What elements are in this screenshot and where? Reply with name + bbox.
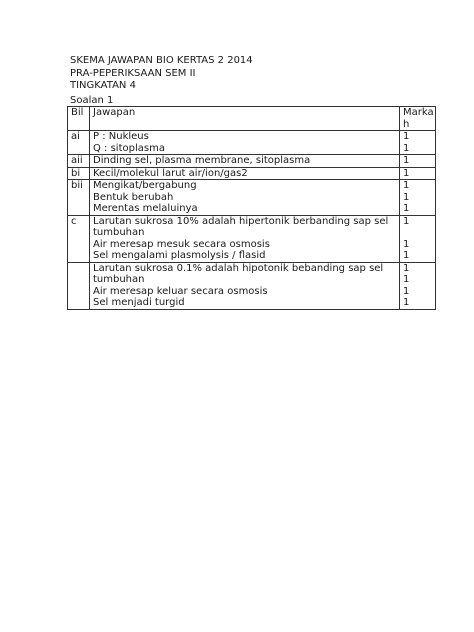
table-row — [68, 155, 436, 168]
table-row — [68, 167, 436, 180]
table-row — [68, 180, 436, 216]
header-bil: Bil — [68, 107, 90, 131]
row-marks — [400, 262, 436, 309]
row-answer — [90, 167, 400, 180]
mark-value: 1 — [403, 274, 410, 285]
row-bil: c — [68, 215, 90, 262]
mark-value: 1 — [403, 297, 410, 308]
answer-line: Merentas melaluinya — [93, 203, 198, 214]
row-answer — [90, 215, 400, 262]
answer-line: Kecil/molekul larut air/ion/gas2 — [93, 167, 248, 179]
mark-value: 1 — [403, 285, 410, 297]
answer-line: P : Nukleus — [93, 131, 149, 142]
row-marks — [400, 131, 436, 155]
answer-line: Q : sitoplasma — [93, 142, 165, 154]
table-row — [68, 131, 436, 155]
mark-value — [403, 227, 432, 239]
table-header-row — [68, 107, 436, 131]
header-markah-part2: h — [403, 118, 410, 130]
mark-value: 1 — [403, 238, 410, 250]
row-bil: bii — [68, 180, 90, 216]
row-bil: bi — [68, 167, 90, 180]
answer-line: Larutan sukrosa 10% adalah hipertonik berbanding sap sel — [93, 215, 389, 227]
header-form: TINGKATAN 4 — [70, 80, 136, 91]
header-markah — [400, 107, 436, 131]
answer-line: tumbuhan — [93, 227, 145, 238]
table-row — [68, 215, 436, 262]
answer-line: tumbuhan — [93, 274, 145, 285]
mark-value: 1 — [403, 191, 410, 203]
header-jawapan: Jawapan — [90, 107, 400, 131]
row-answer — [90, 131, 400, 155]
document-header — [70, 55, 253, 93]
row-answer — [90, 155, 400, 168]
row-marks — [400, 155, 436, 168]
answer-line: Sel mengalami plasmolysis / flasid — [93, 250, 266, 261]
row-bil: ai — [68, 131, 90, 155]
answer-line: Sel menjadi turgid — [93, 297, 185, 308]
row-marks — [400, 180, 436, 216]
row-marks — [400, 167, 436, 180]
answer-line: Air meresap keluar secara osmosis — [93, 285, 268, 297]
mark-value: 1 — [403, 167, 410, 179]
row-answer — [90, 180, 400, 216]
answer-line: Dinding sel, plasma membrane, sitoplasma — [93, 155, 311, 166]
question-label: Soalan 1 — [70, 95, 114, 106]
answer-line: Mengikat/bergabung — [93, 180, 197, 191]
mark-value: 1 — [403, 250, 410, 261]
row-answer — [90, 262, 400, 309]
mark-value: 1 — [403, 180, 410, 191]
answer-line: Larutan sukrosa 0.1% adalah hipotonik bebanding sap sel — [93, 262, 384, 274]
header-exam: PRA-PEPERIKSAAN SEM II — [70, 67, 196, 79]
mark-value: 1 — [403, 203, 410, 214]
answer-line: Bentuk berubah — [93, 191, 174, 203]
mark-value: 1 — [403, 142, 410, 154]
row-bil: aii — [68, 155, 90, 168]
row-marks — [400, 215, 436, 262]
header-markah-part1: Marka — [403, 107, 434, 118]
answer-scheme-table — [67, 106, 436, 310]
table-row — [68, 262, 436, 309]
row-bil — [68, 262, 90, 309]
mark-value: 1 — [403, 131, 410, 142]
mark-value: 1 — [403, 155, 410, 166]
mark-value: 1 — [403, 215, 410, 227]
mark-value: 1 — [403, 262, 410, 274]
header-title: SKEMA JAWAPAN BIO KERTAS 2 2014 — [70, 55, 253, 66]
answer-line: Air meresap mesuk secara osmosis — [93, 238, 270, 250]
